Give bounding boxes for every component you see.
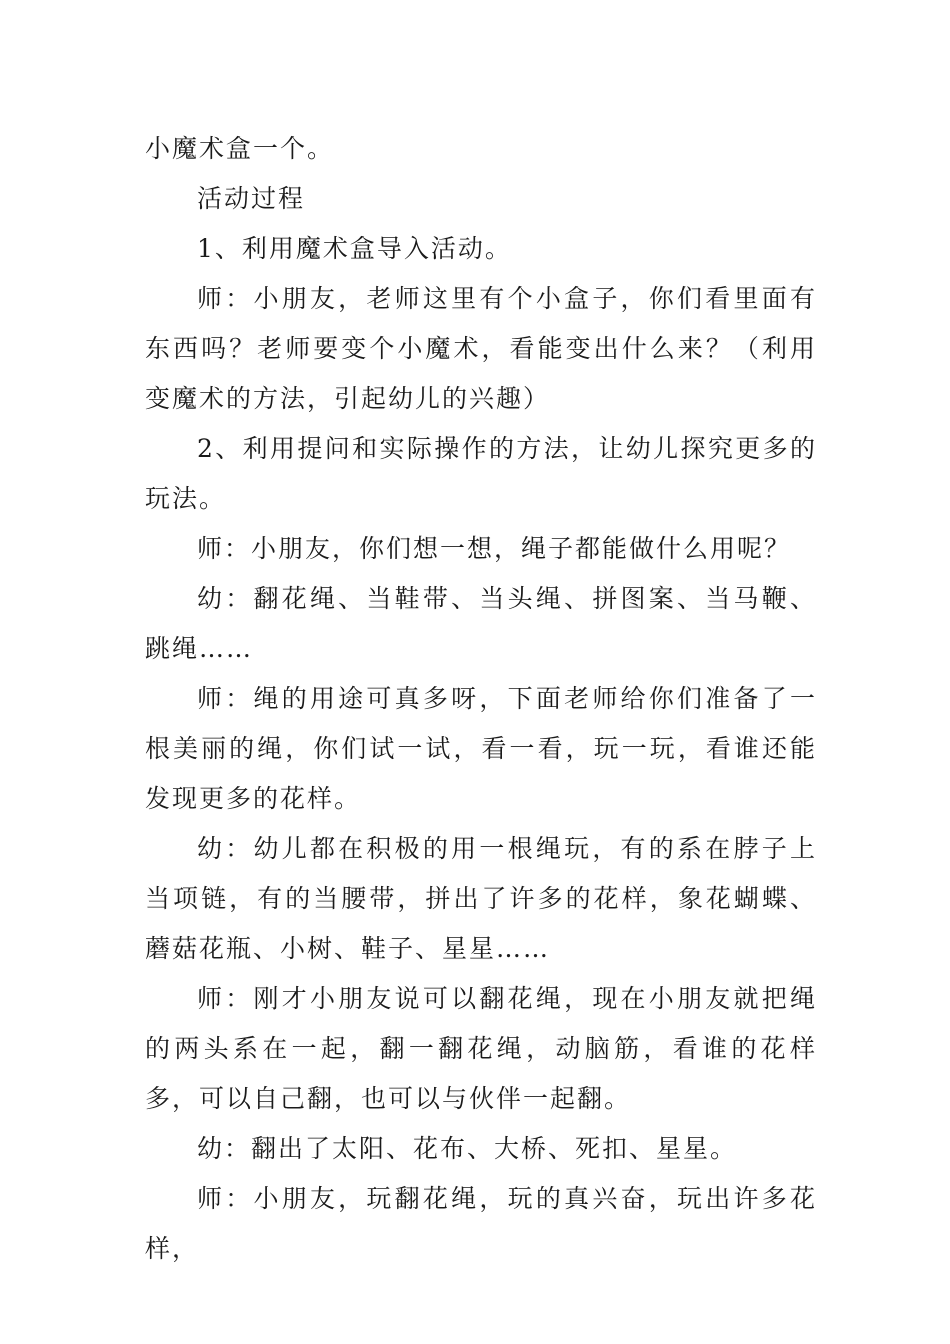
section-heading-activity-process: 活动过程 — [197, 184, 306, 213]
document-body — [145, 124, 817, 1274]
paragraph-child-1: 幼：翻花绳、当鞋带、当头绳、拼图案、当马鞭、跳绳…… — [145, 584, 817, 663]
paragraph-child-2: 幼：幼儿都在积极的用一根绳玩，有的系在脖子上当项链，有的当腰带，拼出了许多的花样，象花蝴蝶、蘑菇花瓶、小树、鞋子、星星…… — [145, 834, 817, 963]
paragraph-step-1: 1、利用魔术盒导入活动。 — [197, 234, 512, 263]
paragraph-step-2: 2、利用提问和实际操作的方法，让幼儿探究更多的玩法。 — [145, 434, 817, 513]
paragraph-teacher-2: 师：小朋友，你们想一想，绳子都能做什么用呢？ — [197, 534, 792, 563]
paragraph-child-3: 幼：翻出了太阳、花布、大桥、死扣、星星。 — [197, 1134, 738, 1163]
paragraph-teacher-3: 师：绳的用途可真多呀，下面老师给你们准备了一根美丽的绳，你们试一试，看一看，玩一玩，看谁还能发现更多的花样。 — [145, 684, 817, 813]
paragraph-teacher-5: 师：小朋友，玩翻花绳，玩的真兴奋，玩出许多花样， — [145, 1184, 817, 1263]
paragraph-materials: 小魔术盒一个。 — [145, 134, 335, 163]
paragraph-teacher-4: 师：刚才小朋友说可以翻花绳，现在小朋友就把绳的两头系在一起，翻一翻花绳，动脑筋，看谁的花样多，可以自己翻，也可以与伙伴一起翻。 — [145, 984, 817, 1113]
paragraph-teacher-1: 师：小朋友，老师这里有个小盒子，你们看里面有东西吗？老师要变个小魔术，看能变出什么来？（利用变魔术的方法，引起幼儿的兴趣） — [145, 284, 817, 413]
